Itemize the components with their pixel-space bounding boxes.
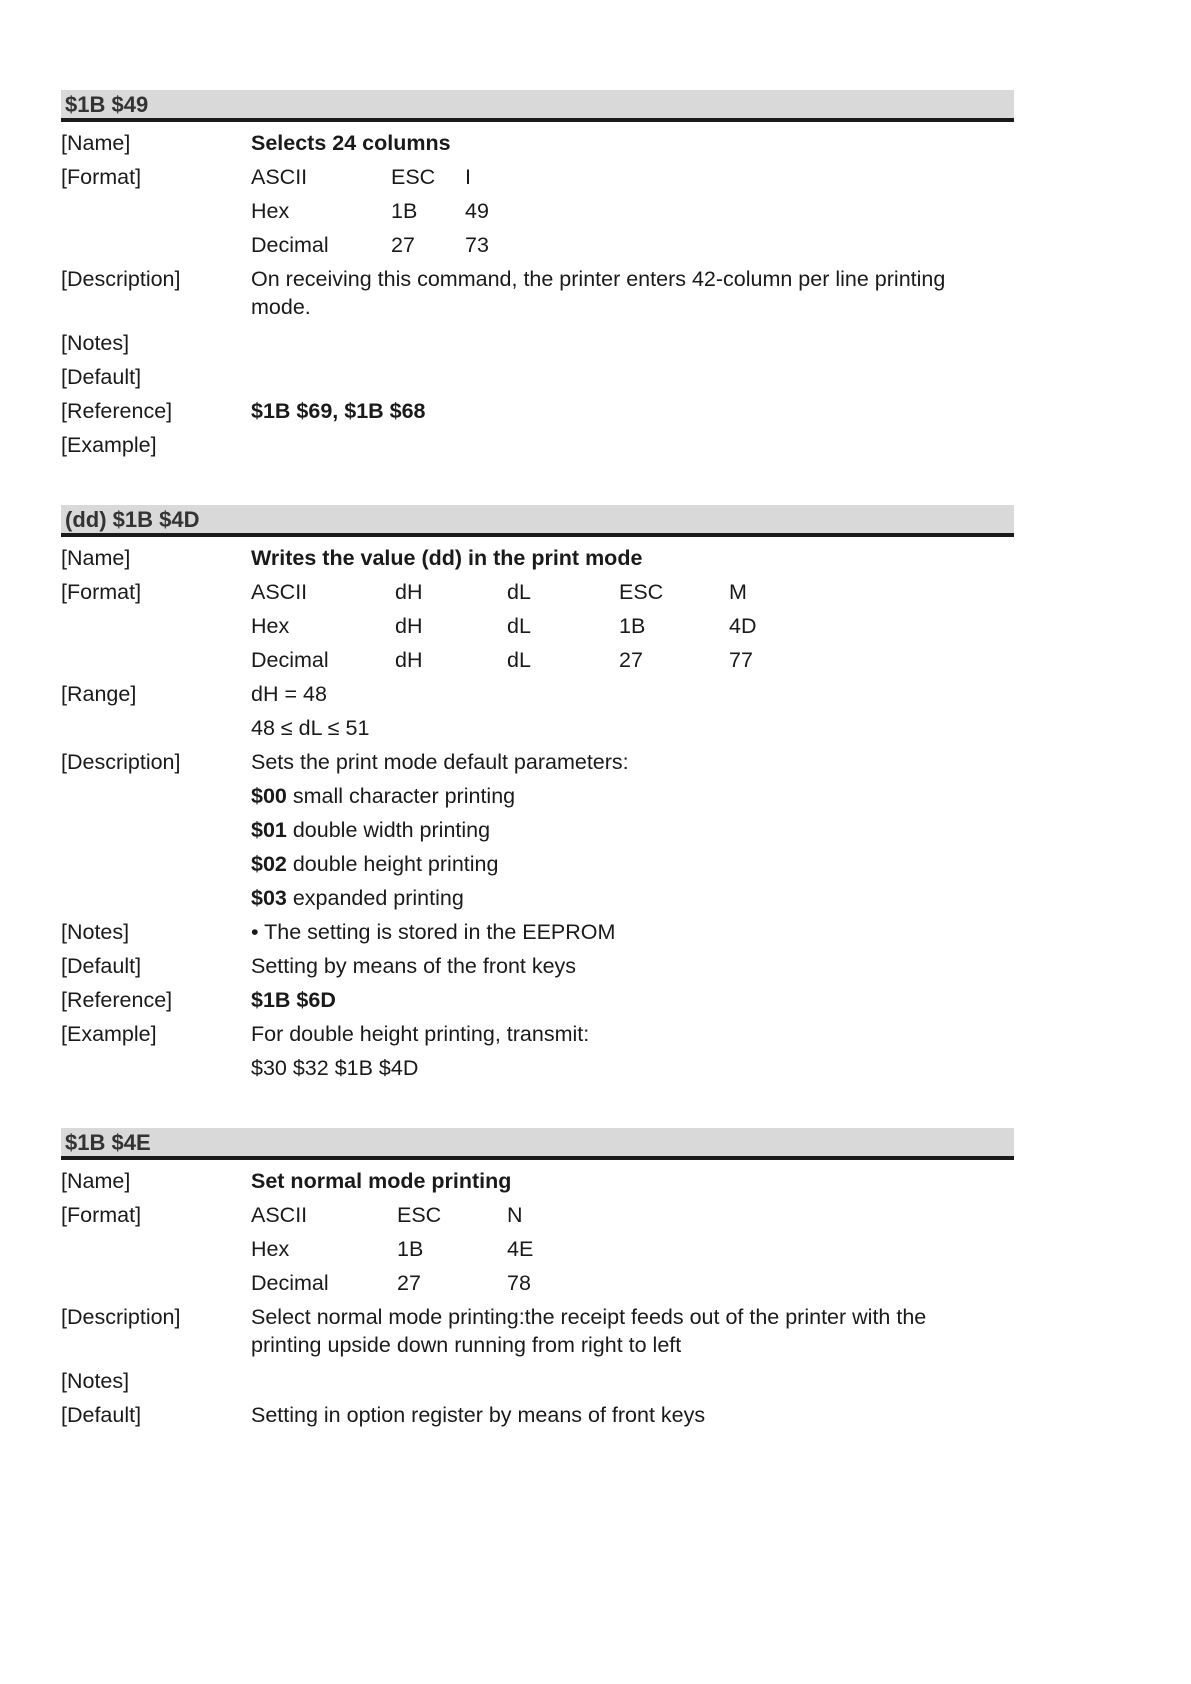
default-label: [Default] <box>61 365 142 389</box>
format-cell: ESC <box>397 1203 442 1227</box>
format-cell: Hex <box>251 199 290 223</box>
command-section-1b49 <box>61 90 1014 462</box>
format-cell: Decimal <box>251 1271 329 1295</box>
example-label: [Example] <box>61 1022 157 1046</box>
mode-code: $02 <box>251 852 287 876</box>
format-cell: 78 <box>507 1271 531 1295</box>
mode-text: double width printing <box>286 818 491 842</box>
format-cell: 77 <box>729 648 753 672</box>
command-name: Writes the value (dd) in the print mode <box>251 546 643 570</box>
example-code: $30 $32 $1B $4D <box>251 1056 419 1080</box>
default-label: [Default] <box>61 954 142 978</box>
format-cell: dL <box>507 648 531 672</box>
mode-code: $03 <box>251 886 287 910</box>
format-cell: Hex <box>251 614 290 638</box>
format-cell: ASCII <box>251 1203 308 1227</box>
format-cell: 49 <box>465 199 489 223</box>
format-cell: 27 <box>391 233 415 257</box>
format-cell: Decimal <box>251 233 329 257</box>
mode-item <box>251 847 1014 881</box>
range-line: dH = 48 <box>251 682 327 706</box>
format-cell: 4D <box>729 614 757 638</box>
mode-text: double height printing <box>286 852 499 876</box>
format-label: [Format] <box>61 1203 142 1227</box>
format-cell: ESC <box>391 165 436 189</box>
format-cell: dH <box>395 648 423 672</box>
command-section-1b4d <box>61 505 1014 1085</box>
description-text: On receiving this command, the printer enters 42-column per line printing mode. <box>251 267 946 319</box>
format-row-decimal <box>251 1266 1014 1300</box>
section-header: $1B $49 <box>61 90 1014 122</box>
reference-label: [Reference] <box>61 399 173 423</box>
command-name: Set normal mode printing <box>251 1169 512 1193</box>
description-label: [Description] <box>61 267 181 291</box>
range-line: 48 ≤ dL ≤ 51 <box>251 716 370 740</box>
notes-label: [Notes] <box>61 920 130 944</box>
mode-item <box>251 813 1014 847</box>
description-label: [Description] <box>61 750 181 774</box>
format-cell: M <box>729 580 747 604</box>
format-row-ascii <box>251 160 1014 194</box>
section-header: (dd) $1B $4D <box>61 505 1014 537</box>
format-cell: ESC <box>619 580 664 604</box>
format-cell: 1B <box>391 199 418 223</box>
format-cell: dL <box>507 614 531 638</box>
format-row-ascii <box>251 1198 1014 1232</box>
format-label: [Format] <box>61 165 142 189</box>
format-cell: dL <box>507 580 531 604</box>
format-cell: 27 <box>397 1271 421 1295</box>
format-cell: 73 <box>465 233 489 257</box>
notes-label: [Notes] <box>61 331 130 355</box>
name-label: [Name] <box>61 131 131 155</box>
format-cell: 1B <box>619 614 646 638</box>
mode-item <box>251 779 1014 813</box>
reference-label: [Reference] <box>61 988 173 1012</box>
example-text: For double height printing, transmit: <box>251 1022 590 1046</box>
section-header: $1B $4E <box>61 1128 1014 1160</box>
name-label: [Name] <box>61 546 131 570</box>
format-cell: I <box>465 165 471 189</box>
mode-text: small character printing <box>286 784 516 808</box>
mode-text: expanded printing <box>286 886 464 910</box>
default-label: [Default] <box>61 1403 142 1427</box>
notes-text: • The setting is stored in the EEPROM <box>251 920 616 944</box>
format-row-decimal <box>251 228 1014 262</box>
mode-code: $00 <box>251 784 287 808</box>
format-cell: 1B <box>397 1237 424 1261</box>
format-cell: 4E <box>507 1237 534 1261</box>
example-label: [Example] <box>61 433 157 457</box>
command-name: Selects 24 columns <box>251 131 451 155</box>
range-label: [Range] <box>61 682 137 706</box>
format-row-hex <box>251 609 1014 643</box>
format-cell: N <box>507 1203 523 1227</box>
format-cell: dH <box>395 580 423 604</box>
format-cell: ASCII <box>251 165 308 189</box>
format-row-decimal <box>251 643 1014 677</box>
description-text: Select normal mode printing:the receipt feeds out of the printer with the printing upside down running from right to left <box>251 1305 927 1357</box>
format-row-hex <box>251 194 1014 228</box>
format-cell: 27 <box>619 648 643 672</box>
reference-text: $1B $6D <box>251 988 336 1012</box>
format-row-ascii <box>251 575 1014 609</box>
format-cell: Decimal <box>251 648 329 672</box>
format-cell: Hex <box>251 1237 290 1261</box>
reference-text: $1B $69, $1B $68 <box>251 399 426 423</box>
mode-code: $01 <box>251 818 287 842</box>
default-text: Setting by means of the front keys <box>251 954 577 978</box>
name-label: [Name] <box>61 1169 131 1193</box>
notes-label: [Notes] <box>61 1369 130 1393</box>
description-label: [Description] <box>61 1305 181 1329</box>
format-row-hex <box>251 1232 1014 1266</box>
format-cell: ASCII <box>251 580 308 604</box>
default-text: Setting in option register by means of front keys <box>251 1403 706 1427</box>
mode-item <box>251 881 1014 915</box>
description-text: Sets the print mode default parameters: <box>251 750 629 774</box>
format-label: [Format] <box>61 580 142 604</box>
command-section-1b4e <box>61 1128 1014 1432</box>
format-cell: dH <box>395 614 423 638</box>
